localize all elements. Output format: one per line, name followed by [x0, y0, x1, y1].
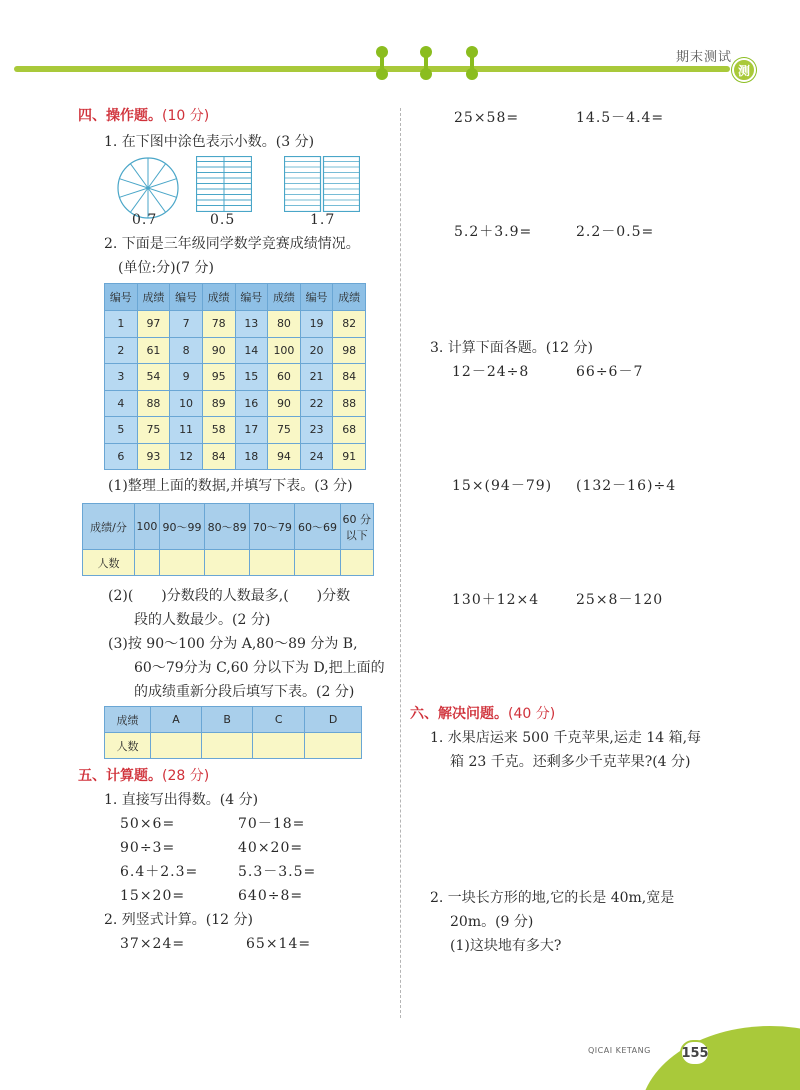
table-cell: 5 [105, 417, 138, 444]
table-header-cell: 编号 [170, 284, 203, 311]
table-cell: 90 [202, 337, 235, 364]
table-cell: 84 [202, 443, 235, 470]
table-cell: 98 [333, 337, 366, 364]
footer-decoration [640, 1026, 800, 1090]
table-cell: 6 [105, 443, 138, 470]
table-cell: 23 [300, 417, 333, 444]
section4-q1: 1. 在下图中涂色表示小数。(3 分) [104, 134, 315, 150]
section6-q2-sub1: (1)这块地有多大? [450, 938, 562, 954]
table-cell: 100 [268, 337, 301, 364]
section4-sub2-cont: 段的人数最少。(2 分) [134, 612, 271, 628]
table-header-cell: 成绩 [268, 284, 301, 311]
table-cell: 95 [202, 364, 235, 391]
table-row [105, 311, 366, 338]
table-cell: 19 [300, 311, 333, 338]
direct-calc: 6.4＋2.3= [120, 864, 199, 880]
direct-calc: 90÷3= [120, 840, 176, 856]
section4-sub3-cont: 60～79分为 C,60 分以下为 D,把上面的 [134, 660, 385, 676]
vertical-calc: 5.2＋3.9= [454, 224, 533, 240]
group-table [82, 503, 374, 576]
section6-q1-cont: 箱 23 千克。还剩多少千克苹果?(4 分) [450, 754, 691, 770]
table-header-cell: 成绩/分 [83, 504, 135, 550]
table-cell: 90 [268, 390, 301, 417]
table-row [105, 733, 362, 759]
table-cell: 21 [300, 364, 333, 391]
section4-sub1: (1)整理上面的数据,并填写下表。(3 分) [108, 478, 353, 494]
table-cell: 82 [333, 311, 366, 338]
table-cell: 20 [300, 337, 333, 364]
section4-q2: 2. 下面是三年级同学数学竞赛成绩情况。 [104, 236, 360, 252]
vertical-calc: 65×14= [246, 936, 312, 952]
table-cell: 68 [333, 417, 366, 444]
section6-q1: 1. 水果店运来 500 千克苹果,运走 14 箱,每 [430, 730, 702, 746]
table-cell: 14 [235, 337, 268, 364]
binder-pin-icon [376, 46, 388, 80]
table-cell: 88 [137, 390, 170, 417]
table-cell: 93 [137, 443, 170, 470]
mixed-calc: 130＋12×4 [452, 592, 540, 608]
direct-calc: 70－18= [238, 816, 306, 832]
table-cell: 1 [105, 311, 138, 338]
table-cell: 4 [105, 390, 138, 417]
table-cell: 78 [202, 311, 235, 338]
table-cell: 11 [170, 417, 203, 444]
section6-q2: 2. 一块长方形的地,它的长是 40m,宽是 [430, 890, 675, 906]
page-number: 155 [680, 1040, 710, 1066]
table-cell: 89 [202, 390, 235, 417]
table-row-label: 人数 [105, 733, 151, 759]
table-cell: 84 [333, 364, 366, 391]
direct-calc: 15×20= [120, 888, 186, 904]
table-header-cell: 编号 [105, 284, 138, 311]
direct-calc: 50×6= [120, 816, 176, 832]
table-cell: 58 [202, 417, 235, 444]
figure-label: 0.7 [132, 212, 158, 228]
table-cell: 16 [235, 390, 268, 417]
table-row [105, 417, 366, 444]
answer-cell[interactable] [135, 550, 160, 576]
table-cell: 91 [333, 443, 366, 470]
table-cell: 61 [137, 337, 170, 364]
rect-figure-tenths [196, 156, 252, 212]
table-header-cell: D [305, 707, 362, 733]
score-table [104, 283, 366, 470]
double-rect-figure [284, 156, 360, 212]
answer-cell[interactable] [295, 550, 340, 576]
answer-cell[interactable] [250, 550, 295, 576]
table-cell: 60 [268, 364, 301, 391]
table-cell: 88 [333, 390, 366, 417]
answer-cell[interactable] [340, 550, 373, 576]
section4-sub3: (3)按 90～100 分为 A,80～89 分为 B, [108, 636, 358, 652]
table-header-cell: 编号 [300, 284, 333, 311]
table-cell: 15 [235, 364, 268, 391]
answer-cell[interactable] [202, 733, 253, 759]
table-cell: 9 [170, 364, 203, 391]
table-header-cell: 60～69 [295, 504, 340, 550]
table-cell: 13 [235, 311, 268, 338]
table-header-cell: 100 [135, 504, 160, 550]
mixed-calc: 66÷6－7 [576, 364, 644, 380]
header-badge-icon: 测 [732, 58, 756, 82]
table-cell: 80 [268, 311, 301, 338]
table-cell: 12 [170, 443, 203, 470]
table-header-cell: B [202, 707, 253, 733]
level-table [104, 706, 362, 759]
section4-heading: 四、操作题。(10 分) [78, 108, 210, 124]
section4-q2-unit: (单位:分)(7 分) [118, 260, 214, 276]
section5-heading: 五、计算题。(28 分) [78, 768, 210, 784]
table-cell: 8 [170, 337, 203, 364]
table-header-cell-line: 以下 [345, 528, 368, 542]
direct-calc: 40×20= [238, 840, 304, 856]
column-divider [400, 108, 401, 1018]
table-row [105, 337, 366, 364]
binder-pin-icon [420, 46, 432, 80]
table-cell: 17 [235, 417, 268, 444]
table-cell: 2 [105, 337, 138, 364]
table-header-cell: 编号 [235, 284, 268, 311]
vertical-calc: 37×24= [120, 936, 186, 952]
answer-cell[interactable] [151, 733, 202, 759]
answer-cell[interactable] [159, 550, 204, 576]
table-row [105, 390, 366, 417]
table-cell: 75 [137, 417, 170, 444]
table-row-label: 人数 [83, 550, 135, 576]
table-header-cell: 成绩 [137, 284, 170, 311]
section4-sub3-cont: 的成绩重新分段后填写下表。(2 分) [134, 684, 355, 700]
table-header-cell: 80～89 [205, 504, 250, 550]
table-header-row [83, 504, 374, 550]
table-cell: 10 [170, 390, 203, 417]
answer-cell[interactable] [205, 550, 250, 576]
mixed-calc: 25×8－120 [576, 592, 664, 608]
table-header-cell: C [253, 707, 305, 733]
table-header-cell-line: 60 分 [342, 512, 372, 526]
table-cell: 54 [137, 364, 170, 391]
table-header-cell: A [151, 707, 202, 733]
table-row [83, 550, 374, 576]
answer-cell[interactable] [253, 733, 305, 759]
table-row [105, 443, 366, 470]
vertical-calc: 2.2－0.5= [576, 224, 655, 240]
footer-brand: QICAI KETANG [588, 1046, 651, 1055]
table-header-row [105, 284, 366, 311]
direct-calc: 5.3－3.5= [238, 864, 317, 880]
header-rule [14, 66, 730, 72]
section6-q2-cont: 20m。(9 分) [450, 914, 534, 930]
table-cell: 94 [268, 443, 301, 470]
direct-calc: 640÷8= [238, 888, 304, 904]
figure-label: 1.7 [310, 212, 336, 228]
table-cell: 18 [235, 443, 268, 470]
mixed-calc: (132－16)÷4 [576, 478, 677, 494]
vertical-calc: 14.5－4.4= [576, 110, 665, 126]
table-header-cell: 90～99 [159, 504, 204, 550]
table-cell: 97 [137, 311, 170, 338]
mixed-calc: 12－24÷8 [452, 364, 530, 380]
answer-cell[interactable] [305, 733, 362, 759]
vertical-calc: 25×58= [454, 110, 520, 126]
table-cell: 22 [300, 390, 333, 417]
table-header-cell [340, 504, 373, 550]
table-header-cell: 70～79 [250, 504, 295, 550]
section5-q3: 3. 计算下面各题。(12 分) [430, 340, 593, 356]
figure-label: 0.5 [210, 212, 236, 228]
table-header-cell: 成绩 [105, 707, 151, 733]
table-cell: 24 [300, 443, 333, 470]
section5-q1: 1. 直接写出得数。(4 分) [104, 792, 259, 808]
table-cell: 3 [105, 364, 138, 391]
table-header-cell: 成绩 [202, 284, 235, 311]
section6-heading: 六、解决问题。(40 分) [410, 706, 556, 722]
table-cell: 7 [170, 311, 203, 338]
section5-q2: 2. 列竖式计算。(12 分) [104, 912, 253, 928]
binder-pin-icon [466, 46, 478, 80]
mixed-calc: 15×(94－79) [452, 478, 553, 494]
table-header-cell: 成绩 [333, 284, 366, 311]
table-row [105, 364, 366, 391]
header-title: 期末测试 [676, 50, 733, 65]
table-cell: 75 [268, 417, 301, 444]
section4-sub2: (2)( )分数段的人数最多,( )分数 [108, 588, 351, 604]
table-header-row [105, 707, 362, 733]
